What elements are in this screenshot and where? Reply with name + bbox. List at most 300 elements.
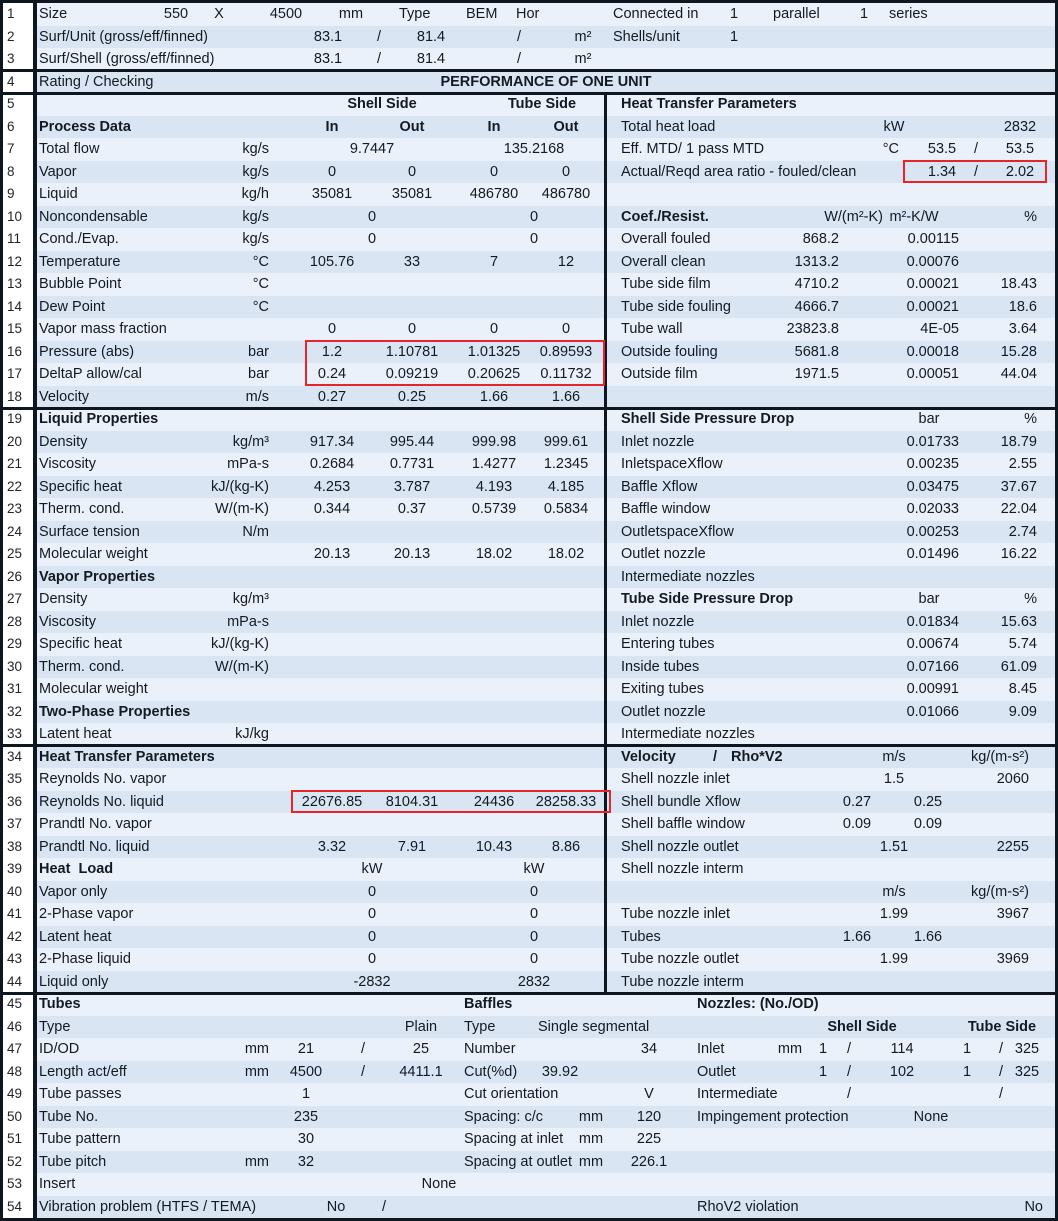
param-label: Tube side film — [621, 276, 711, 292]
row-number: 52 — [7, 1153, 23, 1169]
param-label: Overall clean — [621, 253, 706, 270]
shell-in-cell: 35081 — [311, 186, 353, 202]
cell-rvu2: 2255 — [996, 838, 1029, 855]
sheet-row — [37, 521, 1055, 544]
param-label: Tube nozzle interm — [621, 973, 744, 990]
row-label: Vapor Properties — [39, 568, 156, 585]
row-label: Type — [39, 1018, 71, 1035]
tube-cell: kW — [523, 861, 545, 877]
tube-in-cell: 0.20625 — [467, 366, 521, 382]
cell-rcA: 5681.8 — [794, 343, 839, 360]
slash: / — [846, 1063, 852, 1080]
row-number: 10 — [7, 208, 23, 224]
row-number: 22 — [7, 478, 23, 494]
param-label: Shell nozzle outlet — [621, 838, 739, 855]
cell-tbem: BEM — [466, 6, 498, 22]
sheet-row — [37, 296, 1055, 319]
row-label: Liquid — [39, 186, 78, 202]
row-label: Viscosity — [39, 456, 96, 472]
tube-cell: 135.2168 — [503, 141, 565, 157]
highlight-pressure-deltap-values — [305, 340, 605, 386]
row-number: 49 — [7, 1086, 23, 1101]
param-label: Inlet nozzle — [621, 613, 695, 630]
sheet-row — [37, 768, 1055, 791]
section-divider — [3, 407, 1055, 410]
shell-in-cell: 20.13 — [313, 546, 351, 562]
cell-rcB: 0.00253 — [906, 523, 959, 540]
cell-rcA: 4710.2 — [794, 276, 839, 292]
shell-out-cell: Out — [399, 118, 425, 135]
shell-cell: 0 — [367, 951, 377, 967]
tube-side-header: Tube Side — [507, 96, 577, 112]
cell-tser: series — [889, 6, 928, 22]
tube-out-cell: 0 — [561, 163, 571, 180]
sheet-row — [37, 498, 1055, 521]
tube-cell: 0 — [529, 951, 539, 967]
row-number: 45 — [7, 996, 23, 1011]
tube-in-cell: 1.01325 — [467, 343, 521, 360]
shell-out-cell: 8104.31 — [385, 793, 439, 810]
tube-out-cell: 12 — [557, 253, 575, 270]
shell-in-cell: 0.27 — [317, 388, 347, 405]
cell-rva: 0.27 — [842, 793, 872, 810]
sheet-row — [37, 251, 1055, 274]
row-label: Prandtl No. vapor — [39, 816, 152, 832]
row-label: Therm. cond. — [39, 658, 125, 675]
cell-nzv1: 1 — [818, 1041, 828, 1057]
cell-bflab: Type — [464, 1018, 496, 1035]
tube-in-cell: 18.02 — [475, 546, 513, 562]
sheet-row — [37, 656, 1055, 679]
shell-in-cell: 3.32 — [317, 838, 347, 855]
unit-cell: kJ/(kg-K) — [211, 636, 269, 652]
shell-out-cell: 0.25 — [397, 388, 427, 405]
cell-rcB: 0.00021 — [906, 276, 959, 292]
param-label: Tube side fouling — [621, 298, 731, 315]
sheet-row — [37, 1196, 1055, 1219]
highlight-area-ratio-fouled-clean — [903, 160, 1047, 184]
cell-bfcut: 39.92 — [541, 1063, 579, 1080]
cell-nzlab: RhoV2 violation — [697, 1198, 799, 1215]
row-number: 14 — [7, 298, 23, 314]
slash: / — [376, 28, 382, 45]
row-number: 11 — [7, 231, 22, 246]
row-number: 54 — [7, 1198, 23, 1214]
shell-cell: 0 — [367, 883, 377, 900]
cell-bv2: 4411.1 — [399, 1063, 443, 1080]
row-number: 40 — [7, 883, 23, 899]
row-number: 51 — [7, 1131, 23, 1146]
cell-ru1: m/s — [882, 748, 906, 765]
unit-cell: kg/s — [242, 141, 269, 157]
sheet-row — [37, 813, 1055, 836]
tube-out-cell: Out — [553, 118, 579, 135]
row-label: Tube pattern — [39, 1131, 121, 1147]
row-label: Density — [39, 591, 88, 607]
cell-bflab: Spacing at outlet — [464, 1153, 573, 1170]
row-label: Length act/eff — [39, 1063, 127, 1080]
row-label: Density — [39, 433, 88, 450]
shell-out-cell: 0 — [407, 163, 417, 180]
cell-rpct: 2.74 — [1008, 523, 1037, 540]
cell-rpct: 16.22 — [1000, 546, 1037, 562]
tube-in-cell: 4.193 — [475, 478, 513, 495]
row-number: 5 — [7, 96, 15, 111]
param-label: Exiting tubes — [621, 681, 705, 697]
row-label: Vapor — [39, 163, 77, 180]
cell-thor: Hor — [516, 6, 540, 22]
cell-rcA: 1313.2 — [794, 253, 839, 270]
section-divider — [3, 744, 1055, 747]
unit-cell: mm — [244, 1041, 269, 1057]
cell-rpct: 18.79 — [1000, 433, 1037, 450]
slash: / — [846, 1086, 852, 1102]
row-number: 24 — [7, 523, 23, 539]
cell-bv1: 21 — [297, 1041, 315, 1057]
row-number: 4 — [7, 73, 15, 89]
cell-bv1: 1 — [301, 1086, 311, 1102]
tube-out-cell: 1.66 — [551, 388, 581, 405]
row-label: Therm. cond. — [39, 501, 125, 517]
unit-cell: bar — [248, 366, 269, 382]
unit-cell: kg/h — [241, 186, 269, 202]
cell-rcB: 0.07166 — [906, 658, 959, 675]
row-number: 32 — [7, 703, 23, 719]
shell-cell: kW — [361, 861, 383, 877]
cell-ttype: Type — [399, 6, 431, 22]
shell-out-cell: 33 — [403, 253, 421, 270]
tube-in-cell: 7 — [489, 253, 499, 270]
row-label: Two-Phase Properties — [39, 703, 191, 720]
row-number: 34 — [7, 748, 23, 764]
cell-rcA: 868.2 — [802, 231, 839, 247]
tube-cell: 0 — [529, 231, 539, 247]
shell-out-cell: 995.44 — [389, 433, 435, 450]
sheet-row — [37, 386, 1055, 409]
param-label: Intermediate nozzles — [621, 568, 755, 585]
sheet-row — [37, 701, 1055, 724]
shell-out-cell: 0 — [407, 321, 417, 337]
row-label: Insert — [39, 1176, 76, 1192]
row-label: Heat Load — [39, 861, 114, 877]
tube-out-cell: 0 — [561, 321, 571, 337]
cell-rhA: W/(m²-K) — [824, 208, 883, 225]
row-number: 25 — [7, 546, 23, 561]
row-number: 1 — [7, 6, 15, 21]
slash: / — [516, 28, 522, 45]
row-label: Viscosity — [39, 613, 96, 630]
param-label: Outside fouling — [621, 343, 718, 360]
unit-cell: °C — [252, 276, 269, 292]
row-label: Velocity — [39, 388, 89, 405]
row-number: 23 — [7, 501, 23, 516]
row-number: 21 — [7, 456, 23, 471]
row-number-column — [3, 3, 33, 1218]
cell-rbar: bar — [918, 591, 940, 607]
row-label: Tube No. — [39, 1108, 99, 1125]
cell-t550: 550 — [163, 6, 189, 22]
sheet-row — [37, 903, 1055, 926]
sheet-row — [37, 926, 1055, 949]
cell-bflab: Cut orientation — [464, 1086, 559, 1102]
row-number: 35 — [7, 771, 23, 786]
sheet-row — [37, 1128, 1055, 1151]
cell-nzv4: 325 — [1014, 1063, 1040, 1080]
unit-cell: N/m — [242, 523, 269, 540]
shell-in-cell: 0 — [327, 163, 337, 180]
tube-out-cell: 0.11732 — [540, 366, 592, 382]
cell-ru1: 1.99 — [879, 951, 909, 967]
sheet-row — [37, 48, 1055, 71]
sheet-row — [37, 3, 1055, 26]
shell-in-cell: 0.24 — [317, 366, 347, 382]
cell-nzv3: 1 — [962, 1063, 972, 1080]
tube-in-cell: 10.43 — [475, 838, 513, 855]
cell-rpct: 18.6 — [1008, 298, 1037, 315]
slash: / — [360, 1041, 366, 1057]
cell-nzlab: Impingement protection — [697, 1108, 849, 1125]
cell-rcA: 4666.7 — [794, 298, 839, 315]
sheet-row — [37, 588, 1055, 611]
cell-ru1: kW — [883, 118, 905, 135]
sheet-row — [37, 116, 1055, 139]
param-label: Baffle Xflow — [621, 478, 698, 495]
tube-in-cell: 486780 — [469, 186, 519, 202]
cell-nznone: None — [913, 1108, 949, 1125]
row-number: 15 — [7, 321, 23, 336]
sheet-row — [37, 408, 1055, 431]
row-label: Rating / Checking — [39, 73, 154, 90]
sheet-row — [37, 746, 1055, 769]
shell-in-cell: 0.2684 — [309, 456, 355, 472]
tube-out-cell: 0.89593 — [539, 343, 593, 360]
row-label: Reynolds No. liquid — [39, 793, 164, 810]
row-number: 46 — [7, 1018, 23, 1034]
param-label: Outlet nozzle — [621, 703, 706, 720]
cell-rvu2: 3967 — [996, 906, 1029, 922]
tube-out-cell: 4.185 — [547, 478, 585, 495]
sheet-row — [37, 1151, 1055, 1174]
cell-bfv: 120 — [636, 1108, 662, 1125]
cell-rvu2: kg/(m-s²) — [971, 883, 1029, 900]
slash: / — [998, 1041, 1004, 1057]
unit-cell: W/(m-K) — [215, 501, 269, 517]
unit-cell: mPa-s — [227, 613, 269, 630]
cell-rcB: 0.00991 — [906, 681, 959, 697]
param-label: Heat Transfer Parameters — [621, 96, 797, 112]
shell-in-cell: 917.34 — [309, 433, 355, 450]
cell-rpct: 61.09 — [1000, 658, 1037, 675]
unit-cell: W/(m-K) — [215, 658, 269, 675]
cell-bfv: 225 — [636, 1131, 662, 1147]
unit-cell: °C — [252, 298, 269, 315]
row-label: 2-Phase liquid — [39, 951, 131, 967]
tube-out-cell: 18.02 — [547, 546, 585, 562]
cell-rpct: 8.45 — [1008, 681, 1037, 697]
row-number: 37 — [7, 816, 23, 831]
cell-bv1: 4500 — [289, 1063, 323, 1080]
tube-cell: 2832 — [517, 973, 551, 990]
cell-rcB: 0.01834 — [906, 613, 959, 630]
cell-bv2: Plain — [404, 1018, 438, 1035]
row-number: 8 — [7, 163, 15, 179]
slash: / — [973, 141, 979, 157]
row-number: 13 — [7, 276, 23, 291]
unit-cell: mPa-s — [227, 456, 269, 472]
shell-out-cell: 35081 — [391, 186, 433, 202]
param-label: OutletspaceXflow — [621, 523, 734, 540]
cell-rpct: 15.63 — [1000, 613, 1037, 630]
cell-rcB: 0.03475 — [906, 478, 959, 495]
param-label: Inlet nozzle — [621, 433, 695, 450]
slash: / — [381, 1198, 387, 1215]
cell-ts1: 1 — [859, 6, 869, 22]
row-label: Liquid Properties — [39, 411, 159, 427]
unit-cell: mm — [244, 1063, 269, 1080]
unit-cell: bar — [248, 343, 269, 360]
param-label: Eff. MTD/ 1 pass MTD — [621, 141, 765, 157]
row-number: 18 — [7, 388, 23, 404]
unit-cell: kg/s — [242, 163, 269, 180]
tube-in-cell: 999.98 — [471, 433, 517, 450]
row-number: 19 — [7, 411, 23, 426]
cell-ruc: °C — [882, 141, 899, 157]
row-number: 41 — [7, 906, 23, 921]
cell-rpct: 22.04 — [1000, 501, 1037, 517]
row-label: Prandtl No. liquid — [39, 838, 150, 855]
shell-in-cell: 1.2 — [321, 343, 343, 360]
row-label: Liquid only — [39, 973, 109, 990]
tube-cell: 0 — [529, 906, 539, 922]
cell-rpct: 18.43 — [1000, 276, 1037, 292]
unit-cell: kg/m³ — [232, 591, 269, 607]
sheet-row — [37, 1016, 1055, 1039]
unit-cell: kg/s — [242, 231, 269, 247]
row-label: Tubes — [39, 996, 81, 1012]
cell-rl2: Rho*V2 — [731, 748, 783, 765]
row-label: Latent heat — [39, 726, 112, 742]
row-label: ID/OD — [39, 1041, 80, 1057]
param-label: Tube nozzle outlet — [621, 951, 739, 967]
param-label: InletspaceXflow — [621, 456, 723, 472]
shell-in-cell: 0 — [327, 321, 337, 337]
slash: / — [376, 51, 382, 67]
row-label: Surface tension — [39, 523, 140, 540]
sheet-row — [37, 431, 1055, 454]
shell-cell: 0 — [367, 906, 377, 922]
shell-out-cell: 20.13 — [393, 546, 431, 562]
slash: / — [516, 51, 522, 67]
cell-bfmm: mm — [578, 1131, 604, 1147]
cell-rcB: 0.00051 — [906, 366, 959, 382]
sheet-row — [37, 1061, 1055, 1084]
param-label: Tube nozzle inlet — [621, 906, 731, 922]
param-label: Intermediate nozzles — [621, 726, 755, 742]
row-label: 2-Phase vapor — [39, 906, 134, 922]
cell-rcB: 0.00674 — [906, 636, 959, 652]
param-label: Tube Side Pressure Drop — [621, 591, 794, 607]
cell-tpar: parallel — [773, 6, 820, 22]
unit-cell: kJ/kg — [235, 726, 269, 742]
row-number: 7 — [7, 141, 15, 156]
cell-nzssh: Shell Side — [827, 1018, 897, 1035]
sheet-row — [37, 858, 1055, 881]
row-number: 48 — [7, 1063, 23, 1079]
shell-in-cell: 4.253 — [313, 478, 351, 495]
tube-in-cell: 1.4277 — [471, 456, 517, 472]
panel-divider — [604, 93, 607, 993]
row-number: 42 — [7, 928, 23, 944]
cell-rv2: 2.02 — [1005, 163, 1035, 180]
cell-nzlab: Outlet — [697, 1063, 736, 1080]
cell-rcB: 0.00076 — [906, 253, 959, 270]
sheet-row — [37, 476, 1055, 499]
cell-rcB: 0.02033 — [906, 501, 959, 517]
cell-rpct: % — [1024, 208, 1037, 225]
param-label: Tube wall — [621, 321, 683, 337]
tube-out-cell: 28258.33 — [535, 793, 597, 810]
row-label: Vapor only — [39, 883, 108, 900]
cell-rv2: 53.5 — [1005, 141, 1035, 157]
cell-tconn: Connected in — [613, 6, 699, 22]
row-number: 3 — [7, 51, 15, 66]
tube-in-cell: 0.5739 — [471, 501, 517, 517]
sheet-row — [37, 1106, 1055, 1129]
tube-out-cell: 8.86 — [551, 838, 581, 855]
cell-tp1: 1 — [729, 28, 739, 45]
shell-out-cell: 7.91 — [397, 838, 427, 855]
shell-in-cell: 0.344 — [313, 501, 351, 517]
row-number: 12 — [7, 253, 23, 269]
tube-in-cell: 1.66 — [479, 388, 509, 405]
row-label: Size — [39, 6, 68, 22]
param-label: Coef./Resist. — [621, 208, 709, 225]
tube-in-cell: 0 — [489, 163, 499, 180]
section-divider — [3, 992, 1055, 995]
cell-rpct: 37.67 — [1000, 478, 1037, 495]
row-number: 50 — [7, 1108, 23, 1124]
cell-rpct: 5.74 — [1008, 636, 1037, 652]
slash: / — [360, 1063, 366, 1080]
cell-rvb: 0.09 — [913, 816, 943, 832]
cell-bv1: 32 — [297, 1153, 315, 1170]
row-label: Vapor mass fraction — [39, 321, 167, 337]
sheet-row — [37, 183, 1055, 206]
row-number: 6 — [7, 118, 15, 134]
row-number: 9 — [7, 186, 15, 201]
shell-out-cell: 0.7731 — [389, 456, 435, 472]
cell-bfv: 226.1 — [630, 1153, 668, 1170]
unit-cell: m/s — [245, 388, 269, 405]
sheet-row — [37, 993, 1055, 1016]
unit-cell: °C — [252, 253, 269, 270]
cell-rvb: 0.25 — [913, 793, 943, 810]
tube-out-cell: 486780 — [541, 186, 591, 202]
cell-ru1: m/s — [882, 883, 906, 900]
cell-tp1: 1 — [729, 6, 739, 22]
section-divider — [3, 92, 1055, 95]
shell-cell: 9.7447 — [349, 141, 395, 157]
row-label: Vibration problem (HTFS / TEMA) — [39, 1198, 257, 1215]
cell-ru1: 1.5 — [883, 771, 905, 787]
cell-bflab: Spacing: c/c — [464, 1108, 543, 1125]
cell-bvib: No — [326, 1198, 346, 1215]
unit-cell: kg/s — [242, 208, 269, 225]
sheet-row — [37, 93, 1055, 116]
cell-rvu2: kg/(m-s²) — [971, 748, 1029, 765]
param-label: Actual/Reqd area ratio - fouled/clean — [621, 163, 857, 180]
cell-rbar: bar — [918, 411, 940, 427]
